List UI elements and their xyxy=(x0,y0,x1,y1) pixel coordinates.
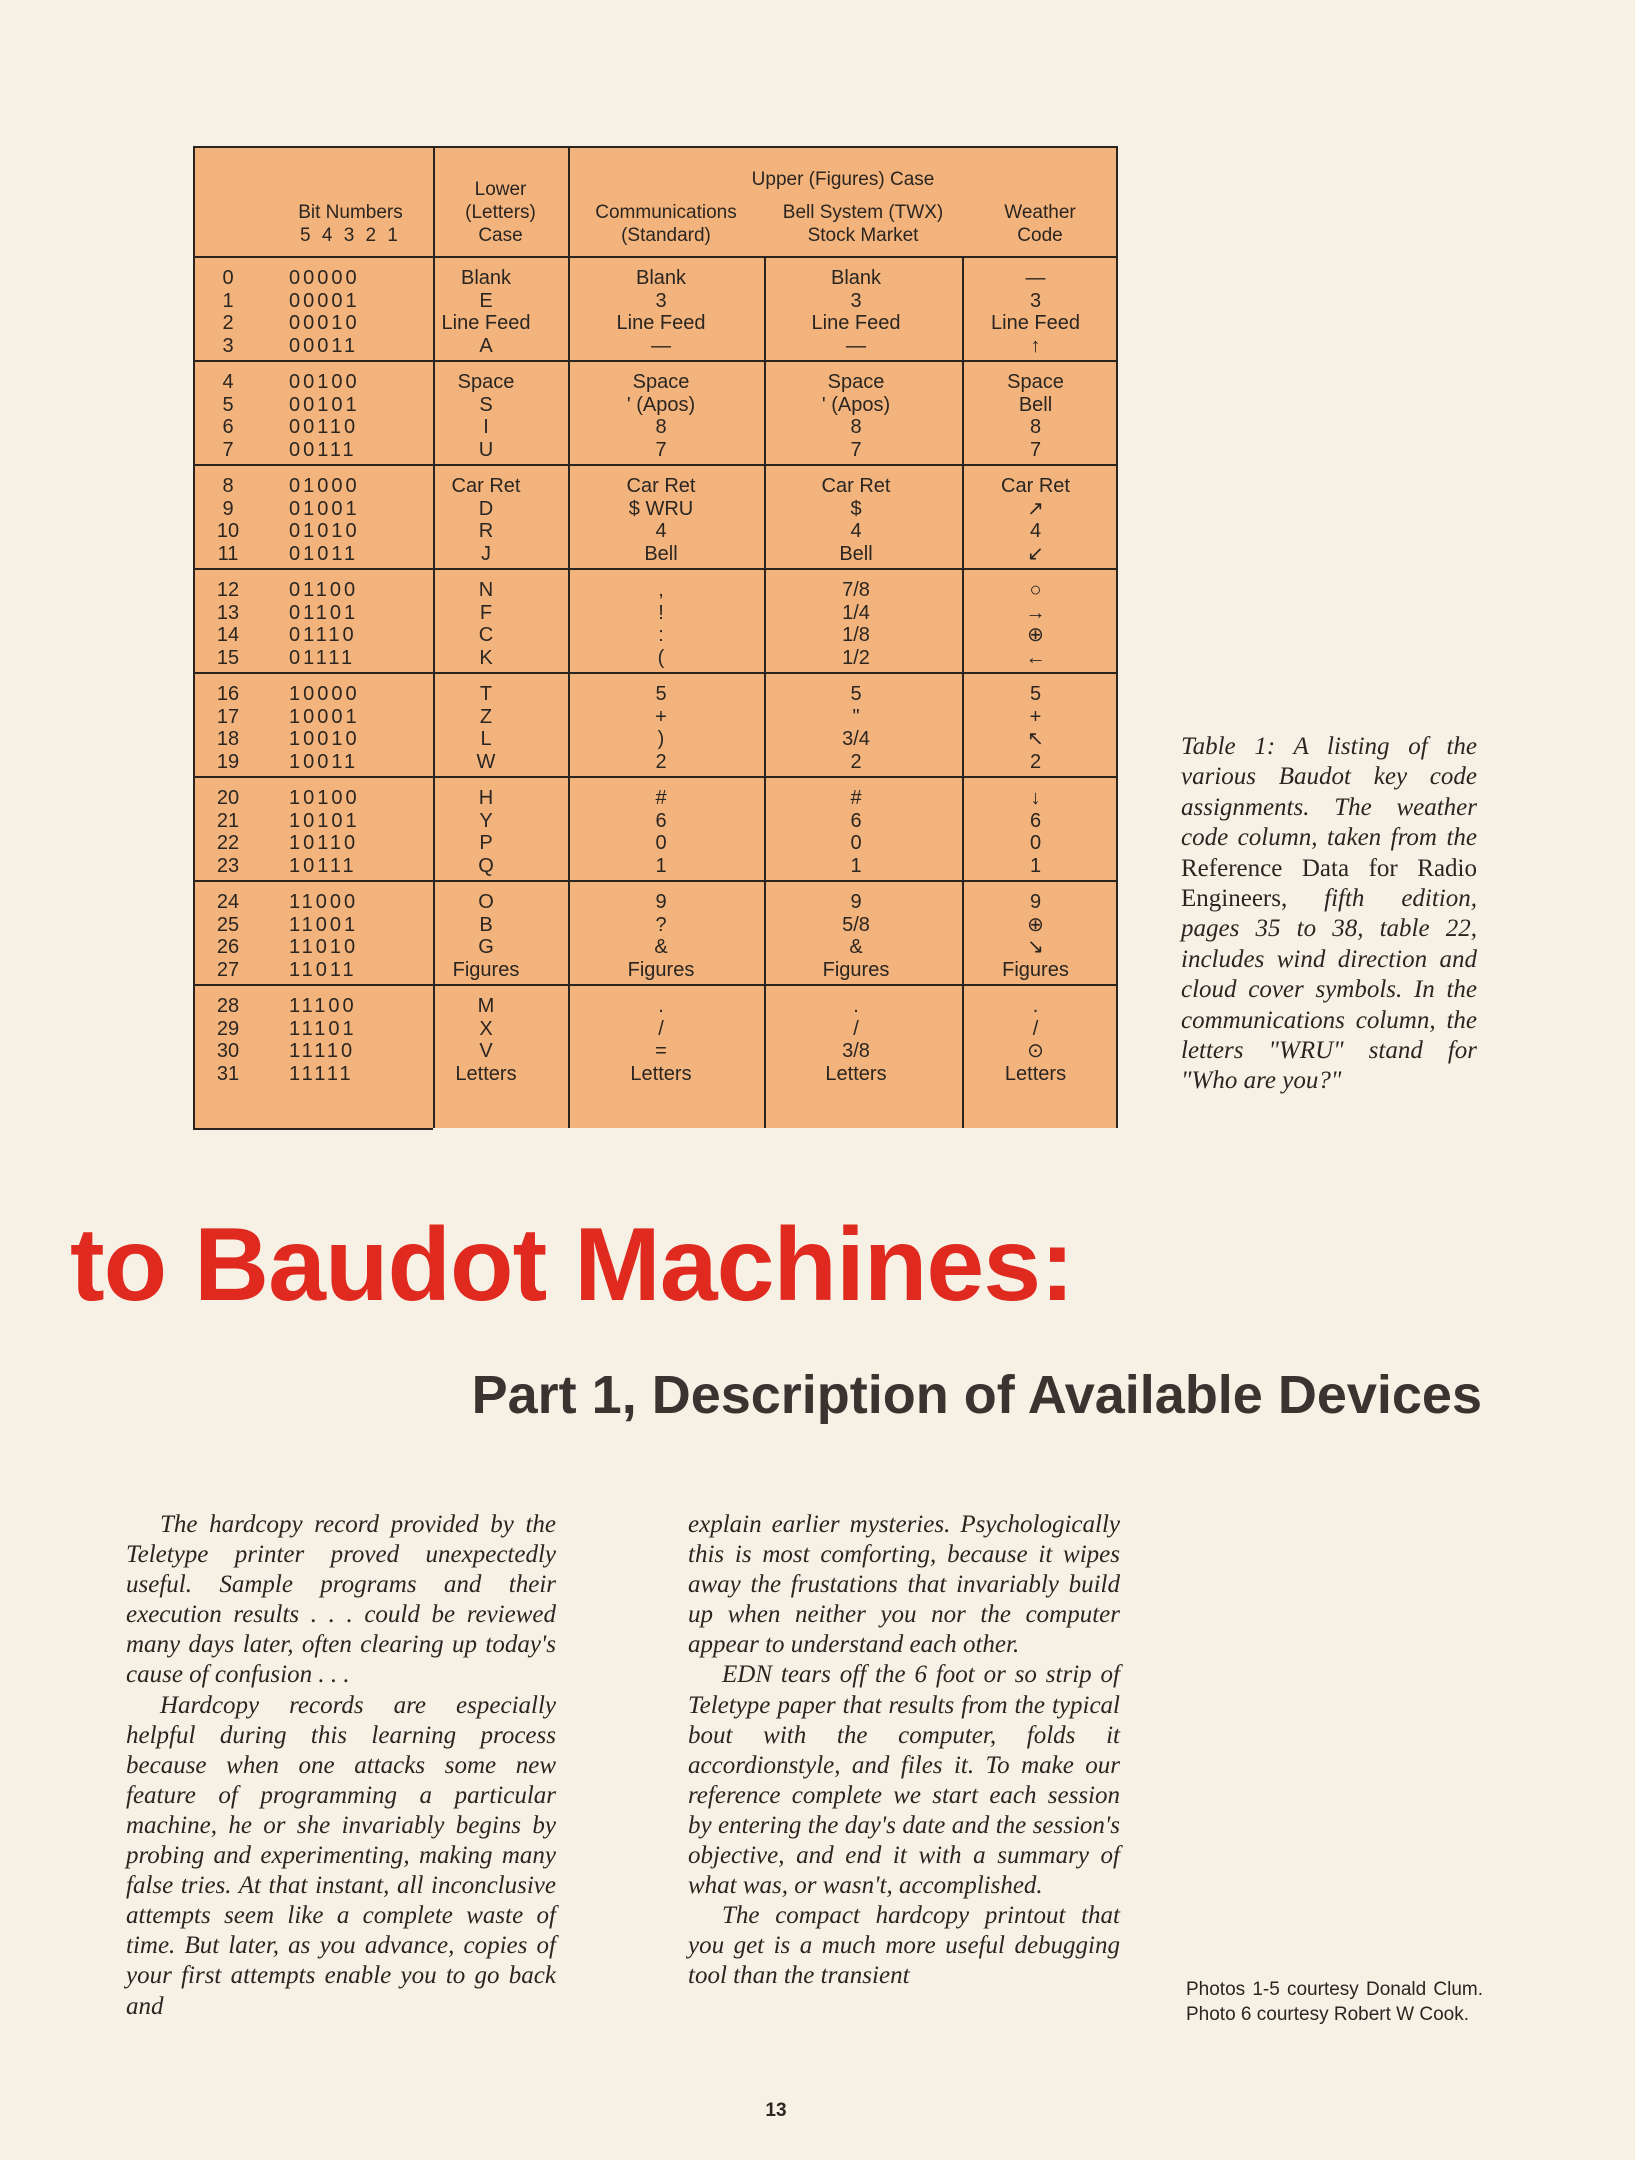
header-lower-case: Lower (Letters) Case xyxy=(465,179,536,246)
decimal-values: 28 29 30 31 xyxy=(216,995,240,1085)
communications-values: . / = Letters xyxy=(630,995,692,1085)
bit-values: 01100 01101 01110 01111 xyxy=(289,579,359,669)
weather-code-values: 9 ⊕ ↘ Figures xyxy=(1002,891,1069,981)
communications-values: Blank 3 Line Feed — xyxy=(616,267,706,357)
communications-values: 9 ? & Figures xyxy=(627,891,695,981)
bell-system-values: 5 " 3/4 2 xyxy=(842,683,870,773)
table-rule xyxy=(193,256,1116,258)
weather-code-values: ○ → ⊕ ← xyxy=(1025,579,1046,669)
bit-values: 00100 00101 00110 00111 xyxy=(289,371,360,461)
body-column-left xyxy=(126,1510,556,2022)
lower-case-values: N F C K xyxy=(478,579,494,669)
bit-values: 10100 10101 10110 10111 xyxy=(289,787,360,877)
bit-values: 01000 01001 01010 01011 xyxy=(289,475,360,565)
paragraph: explain earlier mysteries. Psychologically this is most comforting, because it wipes away the frustations that invariably build up when neither you nor the computer appear to understand each other. xyxy=(688,1511,1120,1659)
bell-system-values: # 6 0 1 xyxy=(850,787,862,877)
paragraph: Hardcopy records are especially helpful during this learning process because when one attacks some new feature of programming a particular machine, he or she invariably begins by probing and experimenting, making many false tries. At that instant, all inconclusive attempts seem like a complete waste of time. But later, as you advance, copies of your first attempts enable you to go back and xyxy=(126,1691,556,2020)
paragraph: EDN tears off the 6 foot or so strip of Teletype paper that results from the typical bout with the computer, folds it accordionstyle, and files it. To make our reference complete we start each session by entering the day's date and the session's objective, and end it with a summary of what was, or wasn't, accomplished. xyxy=(688,1661,1120,1900)
weather-code-values: 5 + ↖ 2 xyxy=(1027,683,1044,773)
decimal-values: 8 9 10 11 xyxy=(216,475,240,565)
bit-values: 00000 00001 00010 00011 xyxy=(289,267,360,357)
lower-case-values: M X V Letters xyxy=(455,995,517,1085)
table-rule xyxy=(193,984,1116,986)
table-rule xyxy=(193,1128,433,1130)
lower-case-values: Blank E Line Feed A xyxy=(441,267,531,357)
lower-case-values: T Z L W xyxy=(476,683,496,773)
paragraph: The compact hardcopy printout that you get is a much more useful debugging tool than the transient xyxy=(688,1902,1120,1990)
bit-values: 11000 11001 11010 11011 xyxy=(289,891,359,981)
weather-code-values: Space Bell 8 7 xyxy=(1007,371,1064,461)
weather-code-values: ↓ 6 0 1 xyxy=(1029,787,1042,877)
table-row-group xyxy=(193,579,1116,671)
communications-values: , ! : ( xyxy=(657,579,665,669)
weather-code-values: . / ⊙ Letters xyxy=(1004,995,1067,1085)
paragraph: The hardcopy record provided by the Teletype printer proved unexpectedly useful. Sample programs and their execution results . . . could be reviewed many days later, often clearing up today's cause of confusion . . . xyxy=(126,1511,556,1689)
table-rule xyxy=(193,360,1116,362)
table-caption: Table 1: A listing of the various Baudot key code assignments. The weather code column, taken from the Reference Data for Radio Engineers, fifth edition, pages 35 to 38, table 22, includes wind direction and cloud cover symbols. In the communications column, the letters "WRU" stand for "Who are you?" xyxy=(1181,733,1477,1095)
bit-values: 11100 11101 11110 11111 xyxy=(289,995,357,1085)
table-row-group xyxy=(193,891,1116,983)
table-row-group xyxy=(193,371,1116,463)
page-number: 13 xyxy=(765,2100,787,2121)
bell-system-values: Blank 3 Line Feed — xyxy=(811,267,901,357)
bell-system-values: 9 5/8 & Figures xyxy=(822,891,890,981)
bell-system-values: . / 3/8 Letters xyxy=(825,995,887,1085)
lower-case-values: H Y P Q xyxy=(478,787,494,877)
lower-case-values: Car Ret D R J xyxy=(451,475,521,565)
decimal-values: 16 17 18 19 xyxy=(216,683,240,773)
decimal-values: 20 21 22 23 xyxy=(216,787,240,877)
decimal-values: 12 13 14 15 xyxy=(216,579,240,669)
communications-values: # 6 0 1 xyxy=(655,787,667,877)
lower-case-values: Space S I U xyxy=(457,371,515,461)
photo-credits: Photos 1-5 courtesy Donald Clum. Photo 6 courtesy Robert W Cook. xyxy=(1186,1979,1483,2025)
baudot-code-table xyxy=(193,146,1118,1128)
table-row-group xyxy=(193,475,1116,567)
reference-title: Reference Data for Radio Engineers, xyxy=(1181,854,1477,913)
bell-system-values: Car Ret $ 4 Bell xyxy=(821,475,891,565)
body-column-middle xyxy=(688,1510,1120,1992)
decimal-values: 0 1 2 3 xyxy=(222,267,234,357)
table-row-group xyxy=(193,995,1116,1087)
header-bell-system: Bell System (TWX) Stock Market xyxy=(782,202,944,246)
table-rule xyxy=(193,672,1116,674)
table-row-group xyxy=(193,267,1116,359)
header-upper-case: Upper (Figures) Case xyxy=(751,169,935,190)
header-bit-numbers: Bit Numbers 5 4 3 2 1 xyxy=(298,202,403,246)
bit-values: 10000 10001 10010 10011 xyxy=(289,683,360,773)
article-subtitle: Part 1, Description of Available Devices xyxy=(471,1365,1482,1425)
article-title: to Baudot Machines: xyxy=(70,1207,1074,1323)
bell-system-values: Space ' (Apos) 8 7 xyxy=(821,371,891,461)
bell-system-values: 7/8 1/4 1/8 1/2 xyxy=(842,579,870,669)
decimal-values: 24 25 26 27 xyxy=(216,891,240,981)
header-communications: Communications (Standard) xyxy=(595,202,737,246)
communications-values: Space ' (Apos) 8 7 xyxy=(626,371,696,461)
table-row-group xyxy=(193,787,1116,879)
communications-values: 5 + ) 2 xyxy=(655,683,667,773)
table-rule xyxy=(193,464,1116,466)
communications-values: Car Ret $ WRU 4 Bell xyxy=(626,475,696,565)
lower-case-values: O B G Figures xyxy=(452,891,520,981)
table-rule xyxy=(193,880,1116,882)
table-rule xyxy=(193,776,1116,778)
decimal-values: 4 5 6 7 xyxy=(222,371,234,461)
weather-code-values: — 3 Line Feed ↑ xyxy=(991,267,1080,357)
table-row-group xyxy=(193,683,1116,775)
header-weather-code: Weather Code xyxy=(1004,202,1076,246)
weather-code-values: Car Ret ↗ 4 ↙ xyxy=(1001,475,1070,565)
table-rule xyxy=(193,568,1116,570)
